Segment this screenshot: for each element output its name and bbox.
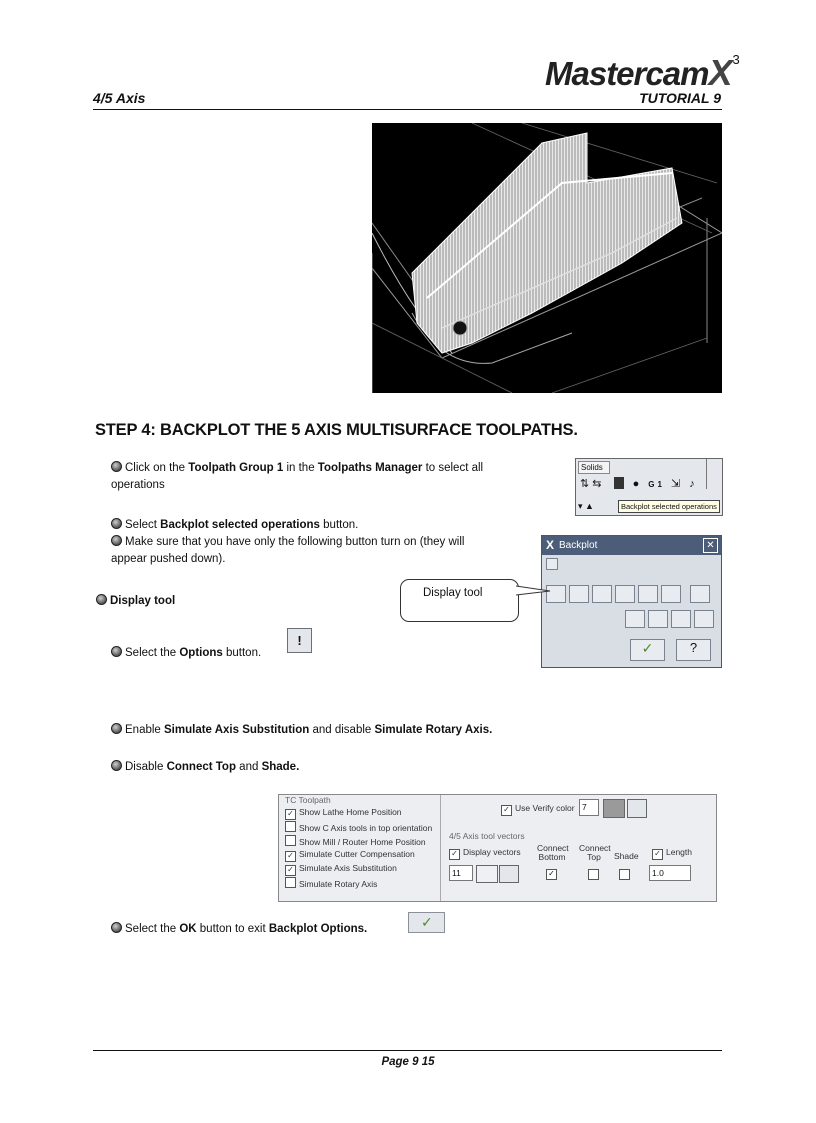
checkbox-shade[interactable] [619, 869, 630, 880]
bullet-icon [96, 594, 107, 605]
chk-mill-home[interactable]: Show Mill / Router Home Position [285, 835, 426, 847]
use-verify-color[interactable]: ✓ Use Verify color [501, 803, 575, 816]
color-picker-button[interactable] [627, 799, 647, 818]
post-icon: ⇲ [671, 478, 684, 490]
backplot-titlebar [542, 536, 721, 555]
quick-verify-button[interactable] [625, 610, 645, 628]
mastercam-logo [545, 52, 740, 93]
bullet-icon [111, 535, 122, 546]
bullet-icon [111, 461, 122, 472]
g1-icon: G1 [648, 480, 665, 489]
connect-bottom-label: Connect Bottom [537, 843, 569, 862]
checkbox-connect-top[interactable] [588, 869, 599, 880]
holder-button[interactable] [615, 585, 635, 603]
toolbar-icons [580, 477, 698, 490]
chk-cutter-comp[interactable]: ✓ Simulate Cutter Compensation [285, 849, 415, 862]
page-number: Page 9 15 [381, 1056, 435, 1068]
checkbox-use-verify[interactable]: ✓ [501, 805, 512, 816]
backplot-window [541, 535, 722, 668]
backplot-title: Backplot [559, 540, 598, 551]
footer-rule [93, 1050, 722, 1051]
help-button[interactable]: ? [676, 639, 711, 661]
checkbox-mill-home[interactable] [285, 835, 296, 846]
tooltip-backplot: Backplot selected operations [618, 500, 720, 513]
axis-vectors-group-label: 4/5 Axis tool vectors [449, 831, 525, 841]
select-all-icon: ⇅ [580, 478, 593, 490]
step-heading: STEP 4: BACKPLOT THE 5 AXIS MULTISURFACE TOOLPATHS. [95, 421, 578, 439]
toolpath-render-image [372, 123, 722, 393]
help-icon: ♪ [689, 478, 698, 490]
chk-lathe-home[interactable]: ✓ Show Lathe Home Position [285, 807, 402, 820]
tool-display-button[interactable] [592, 585, 612, 603]
callout-pointer [516, 583, 552, 599]
verify-color-swatch[interactable] [603, 799, 625, 818]
check-icon: ✓ [421, 914, 433, 930]
backplot-options-dialog [278, 794, 717, 902]
header-right: TUTORIAL 9 [639, 90, 721, 106]
close-icon[interactable]: ✕ [703, 538, 718, 553]
callout-text: Display tool [423, 587, 483, 599]
vector-color-input[interactable]: 11 [449, 865, 473, 881]
verify-icon: ● [632, 478, 643, 490]
header-rule [93, 109, 722, 110]
connect-top-label: Connect Top [579, 843, 611, 862]
header-left: 4/5 Axis [93, 90, 146, 106]
toolbar-screenshot [575, 458, 723, 516]
options-button[interactable] [690, 585, 710, 603]
bullet-icon [111, 723, 122, 734]
expand-icon[interactable] [546, 558, 558, 570]
backplot-icon [614, 477, 624, 489]
checkbox-c-axis[interactable] [285, 821, 296, 832]
display-vectors[interactable]: ✓ Display vectors [449, 847, 521, 860]
quick-verify-2-button[interactable] [648, 610, 668, 628]
options-button-image: ! [287, 628, 312, 653]
rapid-button[interactable] [638, 585, 658, 603]
ok-check-icon[interactable]: ✓ [630, 639, 665, 661]
instruction-display-tool: Display tool [96, 593, 175, 610]
toolpath-cut-label: TC Toolpath [285, 795, 331, 805]
vector-color-picker[interactable] [499, 865, 519, 883]
shade-label: Shade [614, 851, 639, 861]
checkbox-length[interactable]: ✓ [652, 849, 663, 860]
logo-superscript: 3 [732, 52, 740, 67]
screenshot-button[interactable] [671, 610, 691, 628]
logo-wordmark: Mastercam [545, 55, 709, 92]
verify-color-input[interactable]: 7 [579, 799, 599, 816]
checkbox-cutter-comp[interactable]: ✓ [285, 851, 296, 862]
instruction-enable-axis: Enable Simulate Axis Substitution and disable Simulate Rotary Axis. [111, 722, 492, 739]
checkbox-lathe-home[interactable]: ✓ [285, 809, 296, 820]
vector-color-swatch[interactable] [476, 865, 498, 883]
bullet-icon [111, 646, 122, 657]
instruction-select-group: Click on the Toolpath Group 1 in the Toolpaths Manager to select all operations [111, 462, 484, 491]
instruction-ok: Select the OK button to exit Backplot Options. [111, 921, 367, 938]
display-tool-icon-2[interactable] [569, 585, 589, 603]
chk-rotary-axis[interactable]: Simulate Rotary Axis [285, 877, 377, 889]
checkbox-rotary-axis[interactable] [285, 877, 296, 888]
bullet-icon [111, 518, 122, 529]
length-option[interactable]: ✓ Length [652, 847, 692, 860]
select-tools-icon: ⇆ [592, 478, 605, 490]
save-button[interactable] [694, 610, 714, 628]
length-input[interactable]: 1.0 [649, 865, 691, 881]
ok-button-image [408, 912, 445, 933]
solids-tab: Solids [578, 461, 610, 474]
checkbox-connect-bottom[interactable]: ✓ [546, 869, 557, 880]
checkbox-axis-sub[interactable]: ✓ [285, 865, 296, 876]
instruction-disable-connect: Disable Connect Top and Shade. [111, 759, 299, 776]
chk-axis-sub[interactable]: ✓ Simulate Axis Substitution [285, 863, 397, 876]
bullet-icon [111, 922, 122, 933]
toolpath-render-graphic [372, 123, 722, 393]
endpoints-button[interactable] [661, 585, 681, 603]
instruction-options: Select the Options button. [111, 645, 261, 662]
bullet-icon [111, 760, 122, 771]
chk-c-axis[interactable]: Show C Axis tools in top orientation [285, 821, 432, 833]
instruction-make-sure: Make sure that you have only the following button turn on (they will appear pushed down). [111, 536, 465, 565]
backplot-x-icon: X [546, 538, 555, 552]
display-tool-callout [400, 579, 519, 622]
logo-x: X [708, 52, 732, 93]
checkbox-display-vectors[interactable]: ✓ [449, 849, 460, 860]
dropdown-arrow-icon: ▾ ▲ [578, 501, 594, 511]
instruction-select-backplot: Select Backplot selected operations button. [111, 517, 531, 534]
